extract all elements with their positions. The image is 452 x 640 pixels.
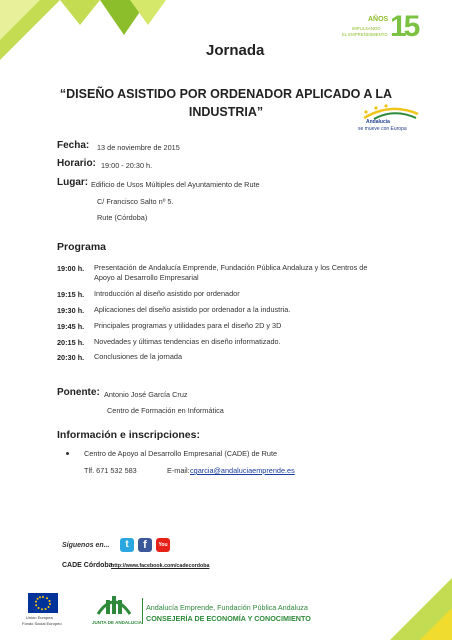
lugar-line-2: C/ Francisco Salto nº 5. (97, 197, 174, 206)
programa-time: 20:30 h. (57, 353, 85, 362)
page-title: Jornada (206, 42, 265, 59)
logo-word: AÑOS (368, 16, 389, 23)
lugar-line-1: Edificio de Usos Múltiples del Ayuntamiento de Rute (91, 180, 260, 189)
lugar-line-3: Rute (Córdoba) (97, 213, 148, 222)
ponente-org: Centro de Formación en Informática (107, 406, 224, 415)
eu-flag-logo (28, 593, 58, 613)
programa-time: 19:15 h. (57, 290, 85, 299)
programa-text: Novedades y últimas tendencias en diseño informatizado. (94, 337, 281, 346)
email-link[interactable]: cgarcia@andaluciaemprende.es (190, 466, 295, 475)
programa-time: 19:30 h. (57, 306, 85, 315)
eu-andalucia-badge (356, 104, 426, 134)
logo-tagline-2: EL EMPRENDIMIENTO (342, 32, 388, 37)
programa-text: Apoyo al Desarrollo Empresarial (94, 273, 199, 282)
facebook-url-link[interactable]: http://www.facebook.com/cadecordoba (111, 563, 210, 569)
info-bullet: Centro de Apoyo al Desarrollo Empresarial (CADE) de Rute (84, 449, 278, 458)
ponente-name: Antonio José García Cruz (104, 390, 188, 399)
eu-text-1: Unión Europea (26, 615, 53, 620)
programa-time: 19:00 h. (57, 264, 85, 273)
youtube-icon[interactable]: You (156, 538, 170, 552)
footer-divider (142, 598, 143, 624)
cade-label: CADE Córdoba (62, 562, 113, 569)
fecha-value: 13 de noviembre de 2015 (97, 143, 180, 152)
eu-badge-line-2: se mueve con Europa (358, 126, 407, 132)
programa-text: Conclusiones de la jornada (94, 352, 183, 361)
ponente-label: Ponente: (57, 387, 100, 398)
info-phone: Tlf. 671 532 583 (84, 466, 137, 475)
footer-line-1: Andalucía Emprende, Fundación Pública Andaluza (146, 603, 308, 612)
programa-text: Principales programas y utilidades para el diseño 2D y 3D (94, 321, 282, 330)
junta-emblem-icon (92, 590, 136, 618)
twitter-icon[interactable]: t (120, 538, 134, 552)
info-email-label: E-mail: (167, 466, 190, 475)
logo-tagline-1: IMPULSANDO (352, 26, 381, 31)
junta-andalucia-logo (92, 590, 142, 630)
programa-heading: Programa (57, 241, 107, 253)
eu-text-2: Fondo Social Europeo (22, 621, 62, 626)
eu-badge-line-1: Andalucía (366, 119, 390, 125)
horario-label: Horario: (57, 158, 96, 169)
logo-number: 15 (390, 10, 418, 43)
anniversary-logo (340, 10, 424, 48)
programa-text: Introducción al diseño asistido por ordenador (94, 289, 240, 298)
programa-time: 19:45 h. (57, 322, 85, 331)
event-title-line-1: “DISEÑO ASISTIDO POR ORDENADOR APLICADO A LA (59, 87, 393, 101)
bullet-icon (66, 452, 69, 455)
info-heading: Información e inscripciones: (57, 429, 200, 441)
footer-line-2: CONSEJERÍA DE ECONOMÍA Y CONOCIMIENTO (146, 614, 311, 623)
programa-text: Aplicaciones del diseño asistido por ordenador a la industria. (94, 305, 291, 314)
fecha-label: Fecha: (57, 140, 90, 151)
social-label: Síguenos en... (62, 542, 110, 549)
stars-icon (356, 104, 426, 120)
junta-text: JUNTA DE ANDALUCIA (92, 620, 142, 625)
eu-stars-icon (28, 593, 58, 613)
event-title-line-2: INDUSTRIA” (188, 105, 264, 119)
lugar-label: Lugar: (57, 177, 89, 188)
facebook-icon[interactable]: f (138, 538, 152, 552)
programa-time: 20:15 h. (57, 338, 85, 347)
horario-value: 19:00 - 20:30 h. (101, 161, 153, 170)
programa-text: Presentación de Andalucía Emprende, Fundación Pública Andaluza y los Centros de (94, 263, 368, 272)
